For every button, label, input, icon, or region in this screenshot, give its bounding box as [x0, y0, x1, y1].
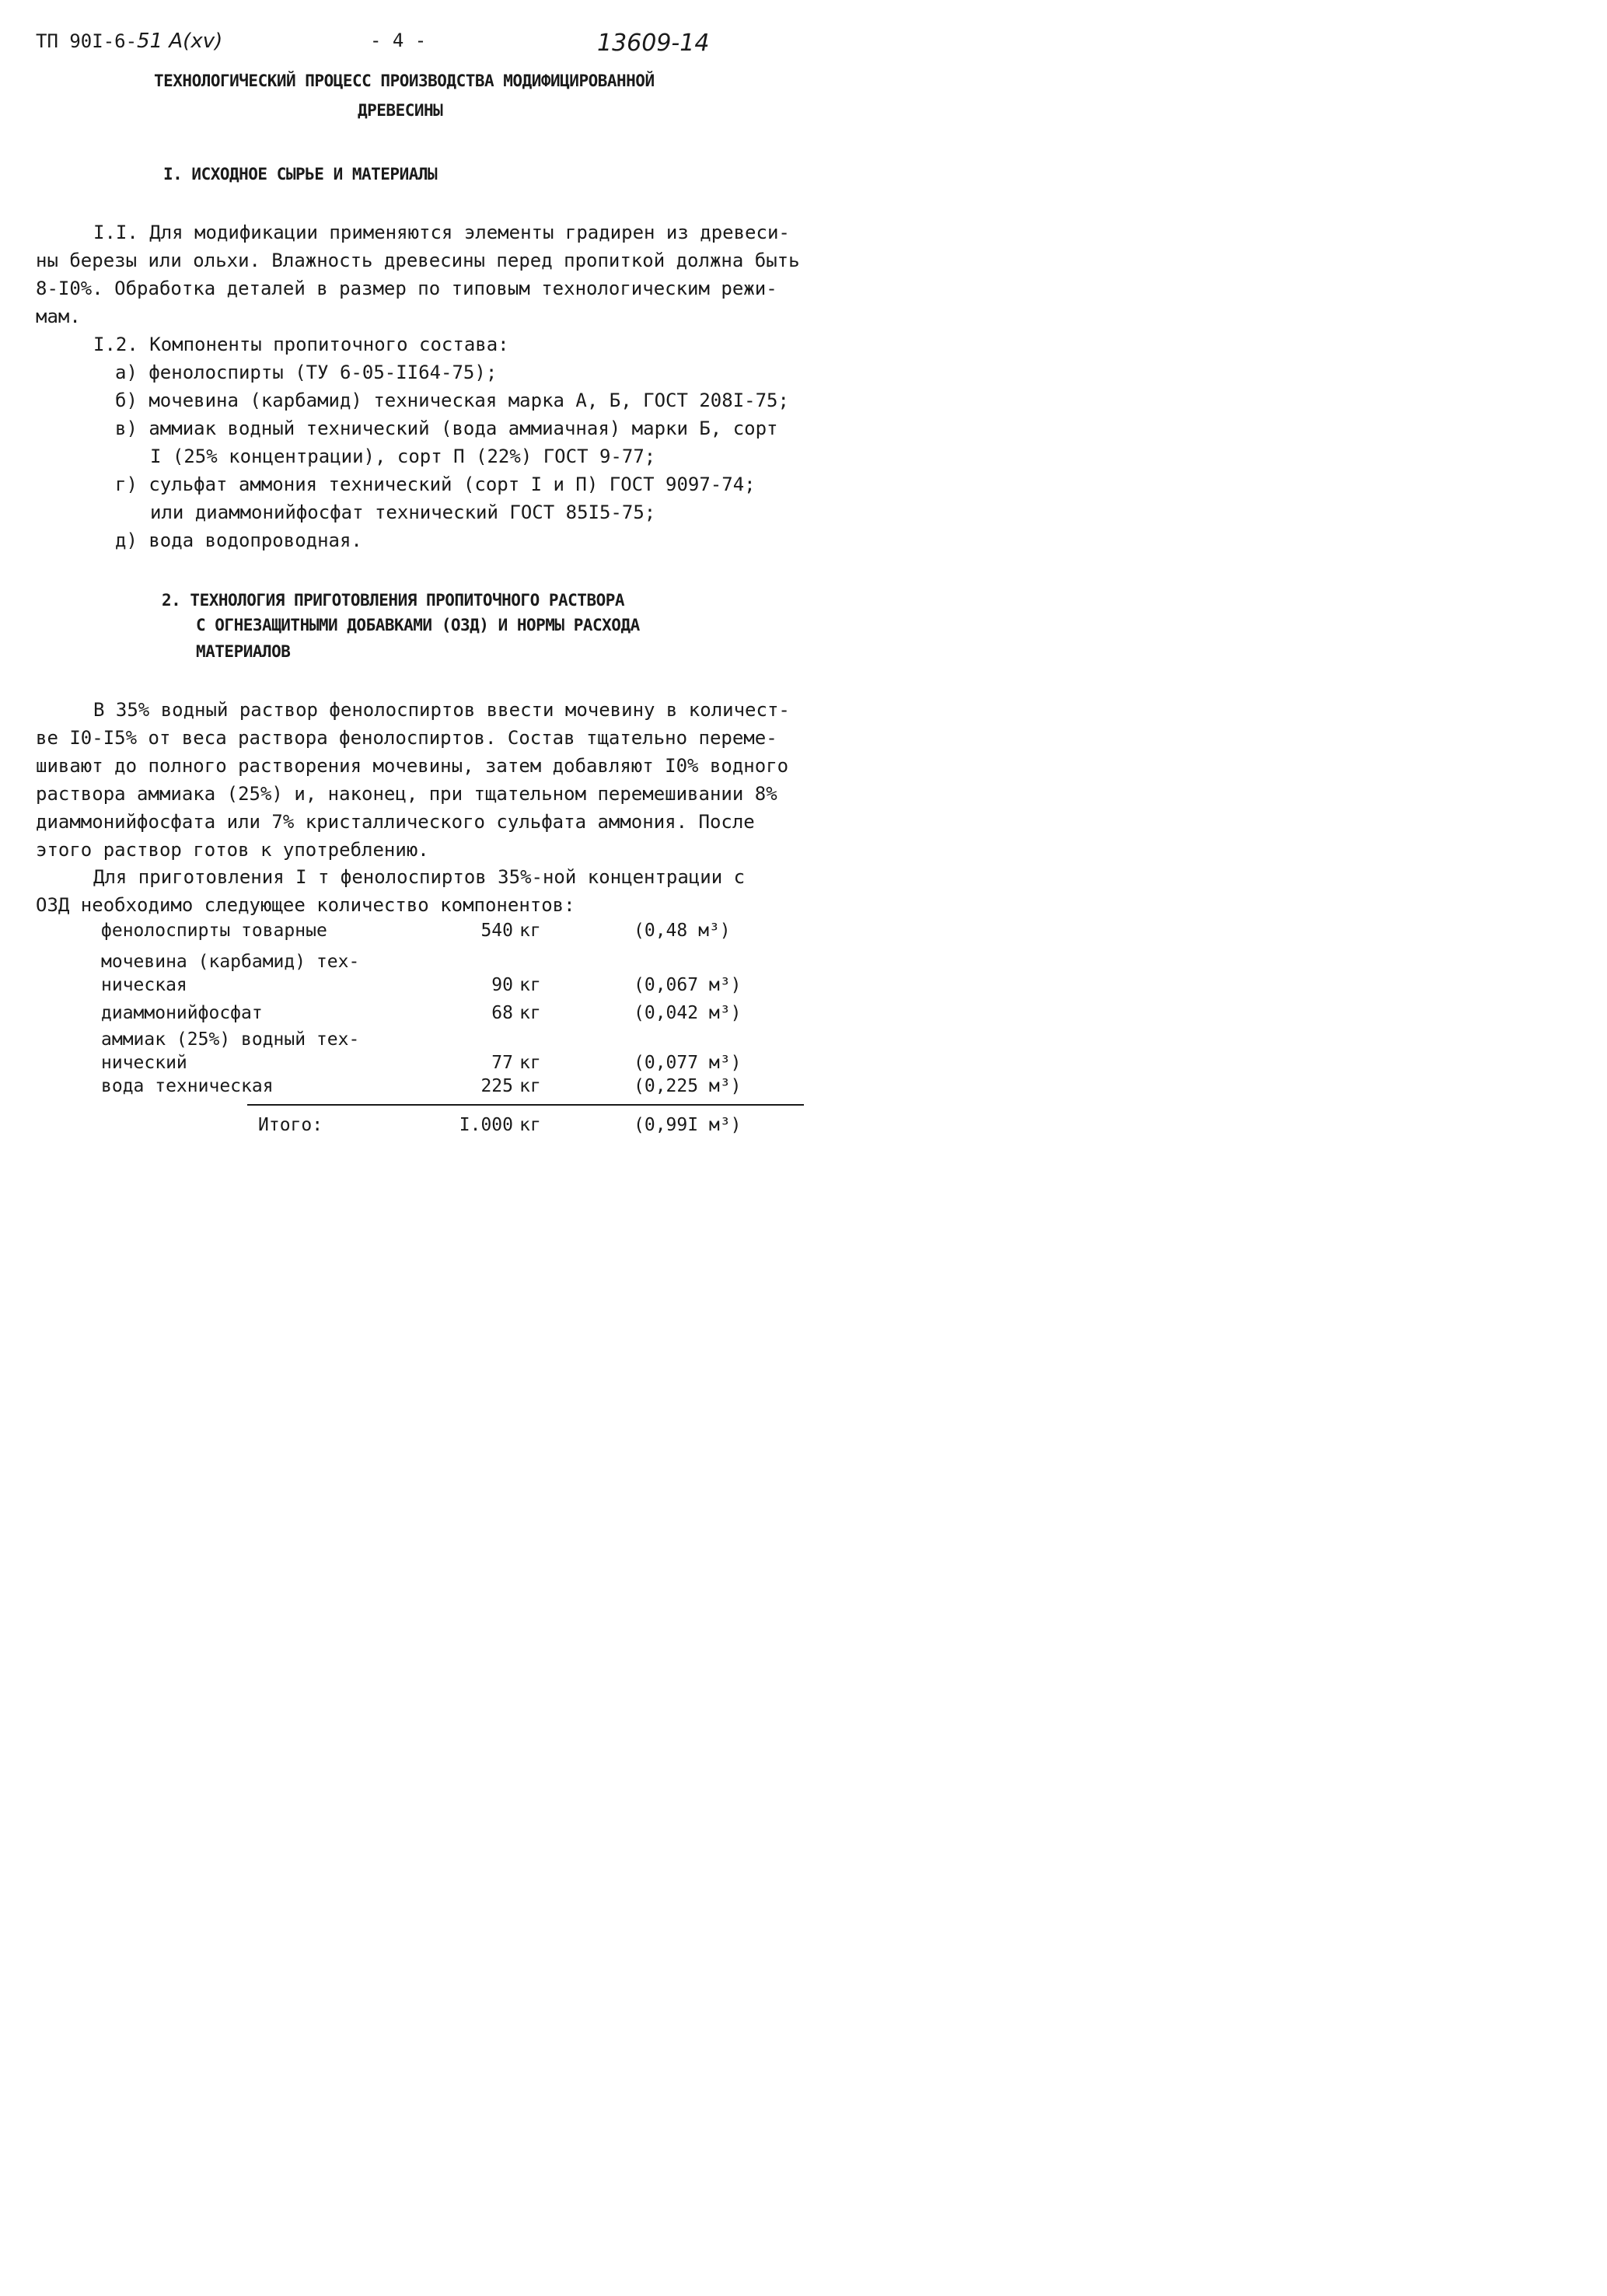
table-row-name-continued: нический [101, 1053, 187, 1073]
paragraph-1-1-line: мам. [36, 306, 81, 327]
table-row-name: диаммонийфосфат [101, 1003, 263, 1023]
table-total-qty: I.000 [459, 1115, 513, 1135]
section-2-paragraph-line: раствора аммиака (25%) и, наконец, при тщательном перемешивании 8% [36, 783, 777, 805]
table-row-name-continued: ническая [101, 975, 187, 995]
component-item-b: б) мочевина (карбамид) техническая марка А, Б, ГОСТ 208I-75; [115, 390, 789, 411]
section-2-paragraph-line: диаммонийфосфата или 7% кристаллического сульфата аммония. После [36, 811, 755, 833]
component-item-d: д) вода водопроводная. [115, 529, 362, 551]
archive-number: 13609-14 [597, 30, 710, 57]
table-row-name: мочевина (карбамид) тех- [101, 952, 360, 972]
table-row-qty: 225 [480, 1076, 513, 1096]
component-item-v-continued: I (25% концентрации), сорт П (22%) ГОСТ 9-77; [150, 446, 656, 467]
composition-intro-line: Для приготовления I т фенолоспиртов 35%-ной концентрации с [93, 866, 746, 888]
section-2-heading-line-2: С ОГНЕЗАЩИТНЫМИ ДОБАВКАМИ (ОЗД) И НОРМЫ РАСХОДА [196, 616, 640, 634]
table-row-volume: (0,077 м³) [634, 1053, 742, 1073]
table-row-volume: (0,067 м³) [634, 975, 742, 995]
table-row-volume: (0,48 м³) [634, 921, 731, 941]
table-row-name: вода техническая [101, 1076, 274, 1096]
paragraph-1-1-line: 8-I0%. Обработка деталей в размер по типовым технологическим режи- [36, 278, 777, 299]
table-total-label: Итого: [258, 1115, 323, 1135]
table-row-unit: кг [519, 975, 541, 995]
document-title-line-1: ТЕХНОЛОГИЧЕСКИЙ ПРОЦЕСС ПРОИЗВОДСТВА МОДИФИЦИРОВАННОЙ [154, 72, 655, 90]
paragraph-1-2-intro: I.2. Компоненты пропиточного состава: [93, 334, 509, 355]
total-rule [247, 1104, 804, 1106]
table-row-qty: 540 [480, 921, 513, 941]
table-row-name: фенолоспирты товарные [101, 921, 327, 941]
document-code-printed: ТП 90I-6- [36, 30, 138, 52]
section-2-heading-line-1: 2. ТЕХНОЛОГИЯ ПРИГОТОВЛЕНИЯ ПРОПИТОЧНОГО РАСТВОРА [162, 591, 625, 610]
section-2-paragraph-line: ве I0-I5% от веса раствора фенолоспиртов. Состав тщательно переме- [36, 727, 777, 749]
page-number: - 4 - [370, 30, 427, 51]
document-code [36, 30, 222, 53]
document-code-handwritten: 51 A(xv) [137, 30, 223, 53]
table-total-volume: (0,99I м³) [634, 1115, 742, 1135]
table-row-qty: 77 [491, 1053, 513, 1073]
section-1-heading: I. ИСХОДНОЕ СЫРЬЕ И МАТЕРИАЛЫ [163, 165, 438, 183]
document-title-line-2: ДРЕВЕСИНЫ [358, 101, 443, 120]
table-row-unit: кг [519, 921, 541, 941]
component-item-g-continued: или диаммонийфосфат технический ГОСТ 85I5-75; [150, 501, 656, 523]
table-row-qty: 68 [491, 1003, 513, 1023]
table-row-volume: (0,225 м³) [634, 1076, 742, 1096]
section-2-paragraph-line: В 35% водный раствор фенолоспиртов ввести мочевину в количест- [93, 699, 790, 721]
composition-intro-line: ОЗД необходимо следующее количество компонентов: [36, 894, 575, 916]
section-2-paragraph-line: этого раствор готов к употреблению. [36, 839, 429, 861]
table-row-unit: кг [519, 1003, 541, 1023]
section-2-heading-line-3: МАТЕРИАЛОВ [196, 642, 291, 661]
component-item-a: а) фенолоспирты (ТУ 6-05-II64-75); [115, 362, 498, 383]
table-row-unit: кг [519, 1053, 541, 1073]
table-total-unit: кг [519, 1115, 541, 1135]
component-item-v: в) аммиак водный технический (вода аммиачная) марки Б, сорт [115, 418, 778, 439]
section-2-paragraph-line: шивают до полного растворения мочевины, затем добавляют I0% водного [36, 755, 789, 777]
component-item-g: г) сульфат аммония технический (сорт I и П) ГОСТ 9097-74; [115, 474, 756, 495]
paragraph-1-1-line: ны березы или ольхи. Влажность древесины перед пропиткой должна быть [36, 250, 800, 271]
table-row-name: аммиак (25%) водный тех- [101, 1029, 360, 1050]
table-row-volume: (0,042 м³) [634, 1003, 742, 1023]
table-row-qty: 90 [491, 975, 513, 995]
paragraph-1-1-line: I.I. Для модификации применяются элементы градирен из древеси- [93, 222, 790, 243]
table-row-unit: кг [519, 1076, 541, 1096]
